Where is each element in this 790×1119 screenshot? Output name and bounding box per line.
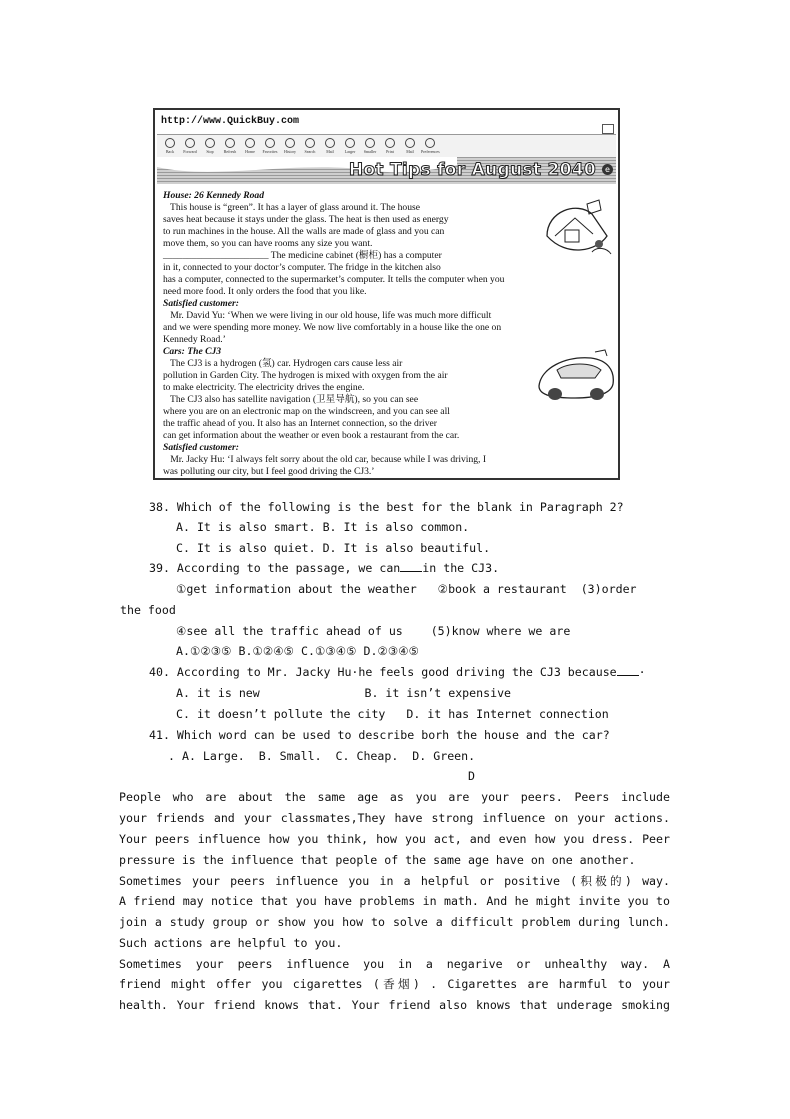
house-line: to run machines in the house. All the walls are made of glass and you can — [163, 226, 445, 237]
house-line: This house is “green”. It has a layer of glass around it. The house — [163, 202, 421, 213]
cars-line: The CJ3 is a hydrogen (氢) car. Hydrogen cars cause less air — [163, 358, 403, 369]
answer-blank — [400, 561, 422, 572]
question-40-text: 40. According to Mr. Jacky Hu·he feels good driving the CJ3 because — [149, 665, 617, 679]
question-38-options-cd: C. It is also quiet. D. It is also beautiful. — [176, 541, 491, 555]
preferences-button[interactable]: Preferences — [421, 138, 439, 154]
question-40-text-end: · — [638, 665, 646, 679]
stop-icon — [205, 138, 215, 148]
url-bar[interactable]: http://www.QuickBuy.com — [161, 116, 300, 127]
satisfied-line: Mr. Jacky Hu: ‘I always felt sorry about the old car, because while I was driving, I — [163, 454, 487, 465]
answer-blank — [617, 665, 639, 676]
cars-line: the traffic ahead of you. It also has an Internet connection, so the driver — [163, 418, 437, 429]
passage-line: Sometimes your peers influence you in a helpful or positive (积极的) way. — [119, 874, 670, 888]
passage-line: friend might offer you cigarettes (香烟) . Cigarettes are harmful to your — [119, 977, 670, 991]
favorites-icon — [265, 138, 275, 148]
page-banner — [157, 157, 616, 184]
search-button[interactable]: Search — [301, 138, 319, 154]
house-line: in it, connected to your doctor’s computer. The fridge in the kitchen also — [163, 262, 441, 273]
question-40 — [149, 665, 646, 679]
mail2-button[interactable]: Mail — [401, 138, 419, 154]
favorites-button[interactable]: Favorites — [261, 138, 279, 154]
house-line: saves heat because it stays under the glass. The heat is then used as energy — [163, 214, 449, 225]
mail-button[interactable]: Mail — [321, 138, 339, 154]
question-39-options-wrap: the food — [120, 603, 176, 617]
passage-line: health. Your friend knows that. Your friend also knows that underage smoking — [119, 998, 670, 1012]
forward-icon — [185, 138, 195, 148]
house-line: ______________________ The medicine cabinet (橱柜) has a computer — [163, 250, 442, 261]
hydrogen-car-illustration — [535, 348, 617, 406]
house-line: has a computer, connected to the supermarket’s computer. It tells the computer when you — [163, 274, 505, 285]
satisfied-line: Kennedy Road.’ — [163, 334, 226, 345]
smaller-icon — [365, 138, 375, 148]
cars-line: to make electricity. The electricity drives the engine. — [163, 382, 365, 393]
article-image-panel — [153, 108, 620, 480]
smaller-button[interactable]: Smaller — [361, 138, 379, 154]
question-38-options-ab: A. It is also smart. B. It is also common. — [176, 520, 470, 534]
question-39-options: ④see all the traffic ahead of us (5)know where we are — [176, 624, 571, 638]
cars-line: can get information about the weather or even book a restaurant from the car. — [163, 430, 460, 441]
refresh-button[interactable]: Refresh — [221, 138, 239, 154]
back-button[interactable]: Back — [161, 138, 179, 154]
satisfied-line: and we were spending more money. We now live comfortably in a house like the one on — [163, 322, 502, 333]
green-house-illustration — [537, 196, 617, 266]
cars-line: The CJ3 also has satellite navigation (卫星导航), so you can see — [163, 394, 419, 405]
satisfied-line: was polluting our city, but I feel good driving the CJ3.’ — [163, 466, 375, 477]
larger-button[interactable]: Larger — [341, 138, 359, 154]
window-control-icon[interactable] — [602, 124, 614, 134]
house-heading: House: 26 Kennedy Road — [163, 190, 265, 201]
question-40-options-cd: C. it doesn’t pollute the city D. it has Internet connection — [176, 707, 609, 721]
section-letter: D — [468, 769, 475, 783]
house-line: move them, so you can have rooms any size you want. — [163, 238, 373, 249]
search-icon — [305, 138, 315, 148]
passage-line: Sometimes your peers influence you in a negarive or unhealthy way. A — [119, 957, 670, 971]
passage-line: pressure is the influence that people of the same age have on one another. — [119, 853, 636, 867]
cars-heading: Cars: The CJ3 — [163, 346, 222, 357]
larger-icon — [345, 138, 355, 148]
browser-logo-icon: e — [602, 164, 613, 175]
question-41-options: . A. Large. B. Small. C. Cheap. D. Green. — [168, 749, 476, 763]
passage-line: your friends and your classmates,They have strong influence on your actions. — [119, 811, 670, 825]
preferences-icon — [425, 138, 435, 148]
question-39-text-end: in the CJ3. — [422, 561, 500, 575]
home-icon — [245, 138, 255, 148]
question-39 — [149, 561, 499, 575]
print-button[interactable]: Print — [381, 138, 399, 154]
passage-line: Such actions are helpful to you. — [119, 936, 343, 950]
question-39-text: 39. According to the passage, we can — [149, 561, 401, 575]
house-line: need more food. It only orders the food that you like. — [163, 286, 367, 297]
passage-line: A friend may notice that you have problems in math. And he might invite you to — [119, 894, 670, 908]
stop-button[interactable]: Stop — [201, 138, 219, 154]
cars-line: pollution in Garden City. The hydrogen is mixed with oxygen from the air — [163, 370, 448, 381]
satisfied-line: Mr. David Yu: ‘When we were living in our old house, life was much more difficult — [163, 310, 492, 321]
passage-line: People who are about the same age as you are your peers. Peers include — [119, 790, 670, 804]
passage-line: join a study group or show you how to solve a difficult problem during lunch. — [119, 915, 670, 929]
history-button[interactable]: History — [281, 138, 299, 154]
forward-button[interactable]: Forward — [181, 138, 199, 154]
cars-line: where you are on an electronic map on the windscreen, and you can see all — [163, 406, 450, 417]
question-39-choices: A.①②③⑤ B.①②④⑤ C.①③④⑤ D.②③④⑤ — [176, 644, 420, 658]
banner-title: Hot Tips for August 2040 — [348, 160, 596, 180]
satisfied-customer-heading: Satisfied customer: — [163, 298, 239, 309]
history-icon — [285, 138, 295, 148]
mail-icon — [325, 138, 335, 148]
question-38: 38. Which of the following is the best for the blank in Paragraph 2? — [149, 500, 624, 514]
passage-line: Your peers influence how you think, how you act, and even how you dress. Peer — [119, 832, 670, 846]
question-39-options: ①get information about the weather ②book a restaurant (3)order — [176, 582, 637, 596]
mail-icon — [405, 138, 415, 148]
browser-toolbar — [157, 134, 616, 158]
question-40-options-ab: A. it is new B. it isn’t expensive — [176, 686, 512, 700]
print-icon — [385, 138, 395, 148]
satisfied-customer-heading: Satisfied customer: — [163, 442, 239, 453]
home-button[interactable]: Home — [241, 138, 259, 154]
back-icon — [165, 138, 175, 148]
refresh-icon — [225, 138, 235, 148]
question-41: 41. Which word can be used to describe borh the house and the car? — [149, 728, 610, 742]
